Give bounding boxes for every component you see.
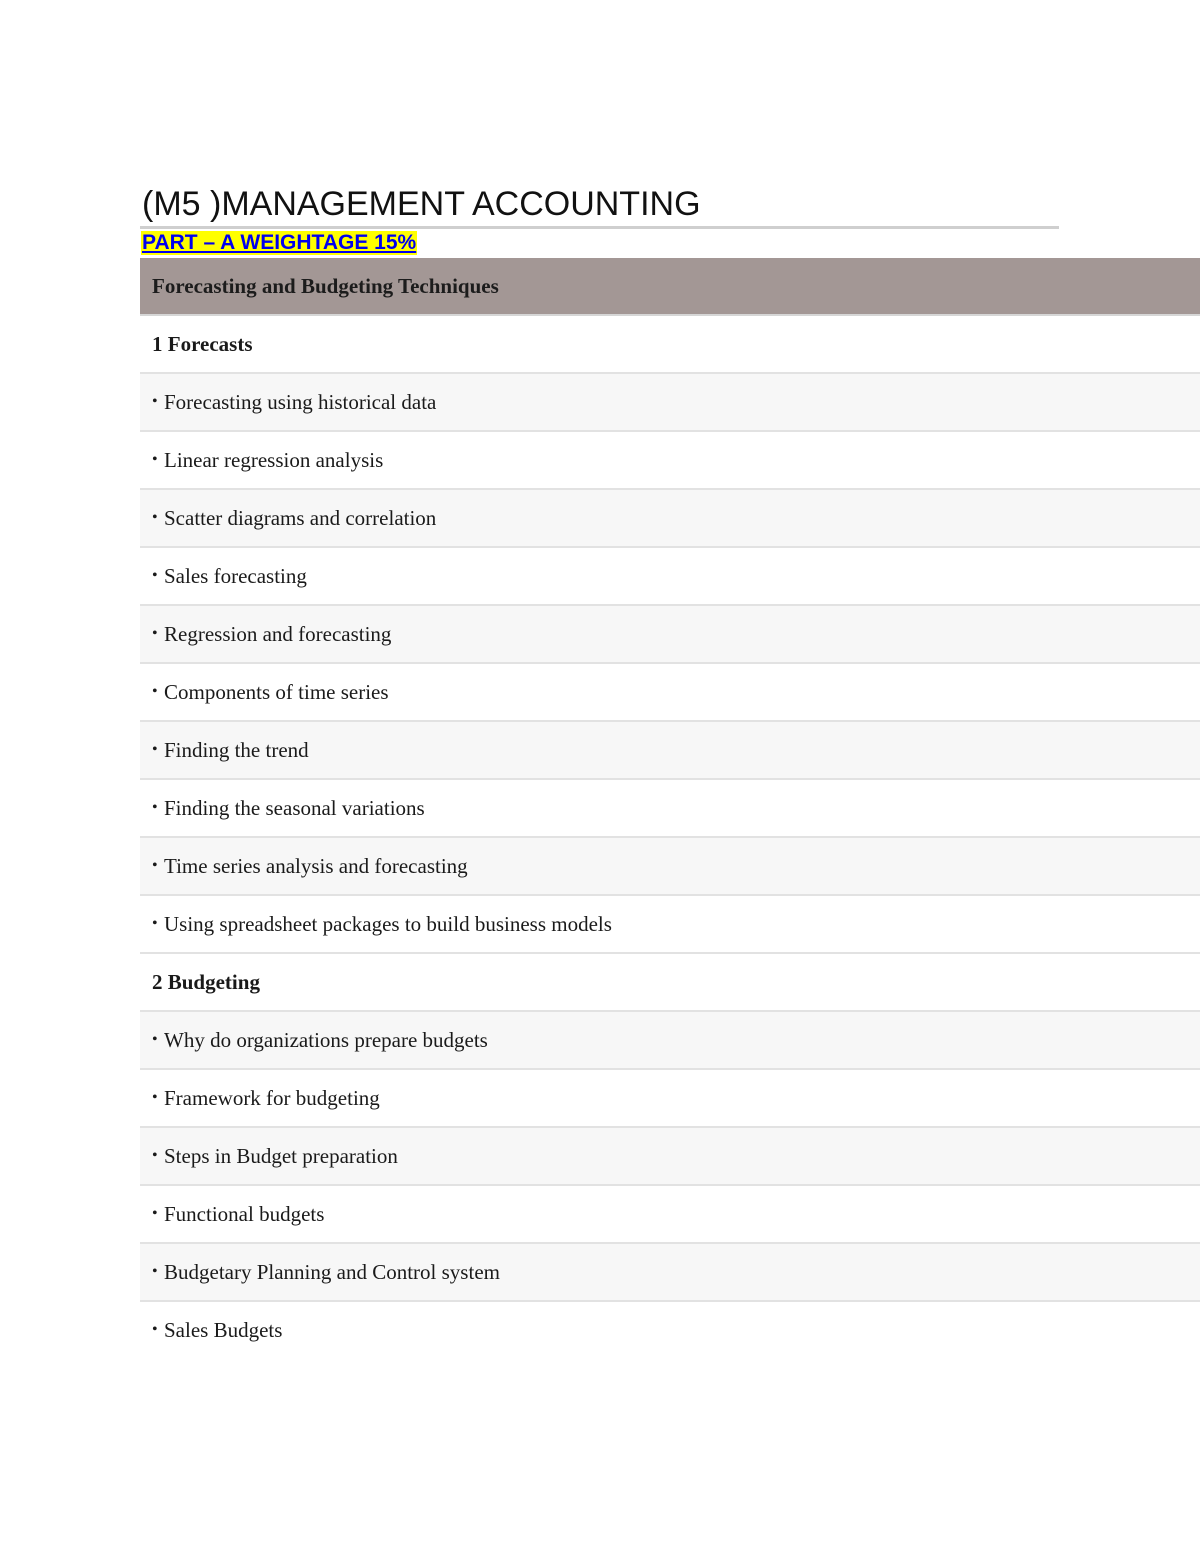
bullet-icon: •: [152, 1089, 158, 1106]
table-body: [140, 316, 1200, 1358]
topic-label: Linear regression analysis: [164, 447, 384, 472]
topic-row: [140, 490, 1200, 548]
topic-label: Finding the trend: [164, 737, 309, 762]
section-heading-row: [140, 316, 1200, 374]
topic-row: [140, 664, 1200, 722]
topic-label: Budgetary Planning and Control system: [164, 1259, 500, 1284]
topic-label: Finding the seasonal variations: [164, 795, 425, 820]
topic-row: [140, 606, 1200, 664]
topic-label: Time series analysis and forecasting: [164, 853, 468, 878]
bullet-icon: •: [152, 1031, 158, 1048]
topic-row: [140, 432, 1200, 490]
topic-label: Framework for budgeting: [164, 1085, 380, 1110]
topic-row: [140, 838, 1200, 896]
topic-label: Steps in Budget preparation: [164, 1143, 398, 1168]
topic-label: Functional budgets: [164, 1201, 325, 1226]
topic-label: Sales Budgets: [164, 1317, 283, 1342]
document-title: (M5 )MANAGEMENT ACCOUNTING: [142, 185, 701, 223]
bullet-icon: •: [152, 393, 158, 410]
bullet-icon: •: [152, 451, 158, 468]
topic-label: Components of time series: [164, 679, 389, 704]
bullet-icon: •: [152, 741, 158, 758]
topic-row: [140, 780, 1200, 838]
topic-row: [140, 1128, 1200, 1186]
section-heading-row: [140, 954, 1200, 1012]
syllabus-table: [140, 258, 1200, 1358]
section-heading: 1 Forecasts: [152, 331, 253, 356]
bullet-icon: •: [152, 1205, 158, 1222]
topic-row: [140, 548, 1200, 606]
topic-row: [140, 1244, 1200, 1302]
bullet-icon: •: [152, 857, 158, 874]
bullet-icon: •: [152, 799, 158, 816]
bullet-icon: •: [152, 1321, 158, 1338]
topic-label: Regression and forecasting: [164, 621, 392, 646]
topic-label: Forecasting using historical data: [164, 389, 437, 414]
topic-row: [140, 896, 1200, 954]
topic-label: Scatter diagrams and correlation: [164, 505, 437, 530]
bullet-icon: •: [152, 1263, 158, 1280]
table-header-title: Forecasting and Budgeting Techniques: [152, 273, 499, 298]
bullet-icon: •: [152, 567, 158, 584]
topic-label: Using spreadsheet packages to build business models: [164, 911, 612, 936]
topic-label: Why do organizations prepare budgets: [164, 1027, 488, 1052]
section-heading: 2 Budgeting: [152, 969, 260, 994]
topic-row: [140, 1012, 1200, 1070]
bullet-icon: •: [152, 509, 158, 526]
bullet-icon: •: [152, 915, 158, 932]
topic-row: [140, 722, 1200, 780]
topic-row: [140, 374, 1200, 432]
topic-row: [140, 1070, 1200, 1128]
bullet-icon: •: [152, 625, 158, 642]
topic-label: Sales forecasting: [164, 563, 307, 588]
title-underline-divider: [140, 226, 1059, 229]
bullet-icon: •: [152, 683, 158, 700]
part-a-weightage-link[interactable]: PART – A WEIGHTAGE 15%: [142, 231, 417, 254]
topic-row: [140, 1302, 1200, 1358]
table-header-row: [140, 258, 1200, 316]
topic-row: [140, 1186, 1200, 1244]
bullet-icon: •: [152, 1147, 158, 1164]
